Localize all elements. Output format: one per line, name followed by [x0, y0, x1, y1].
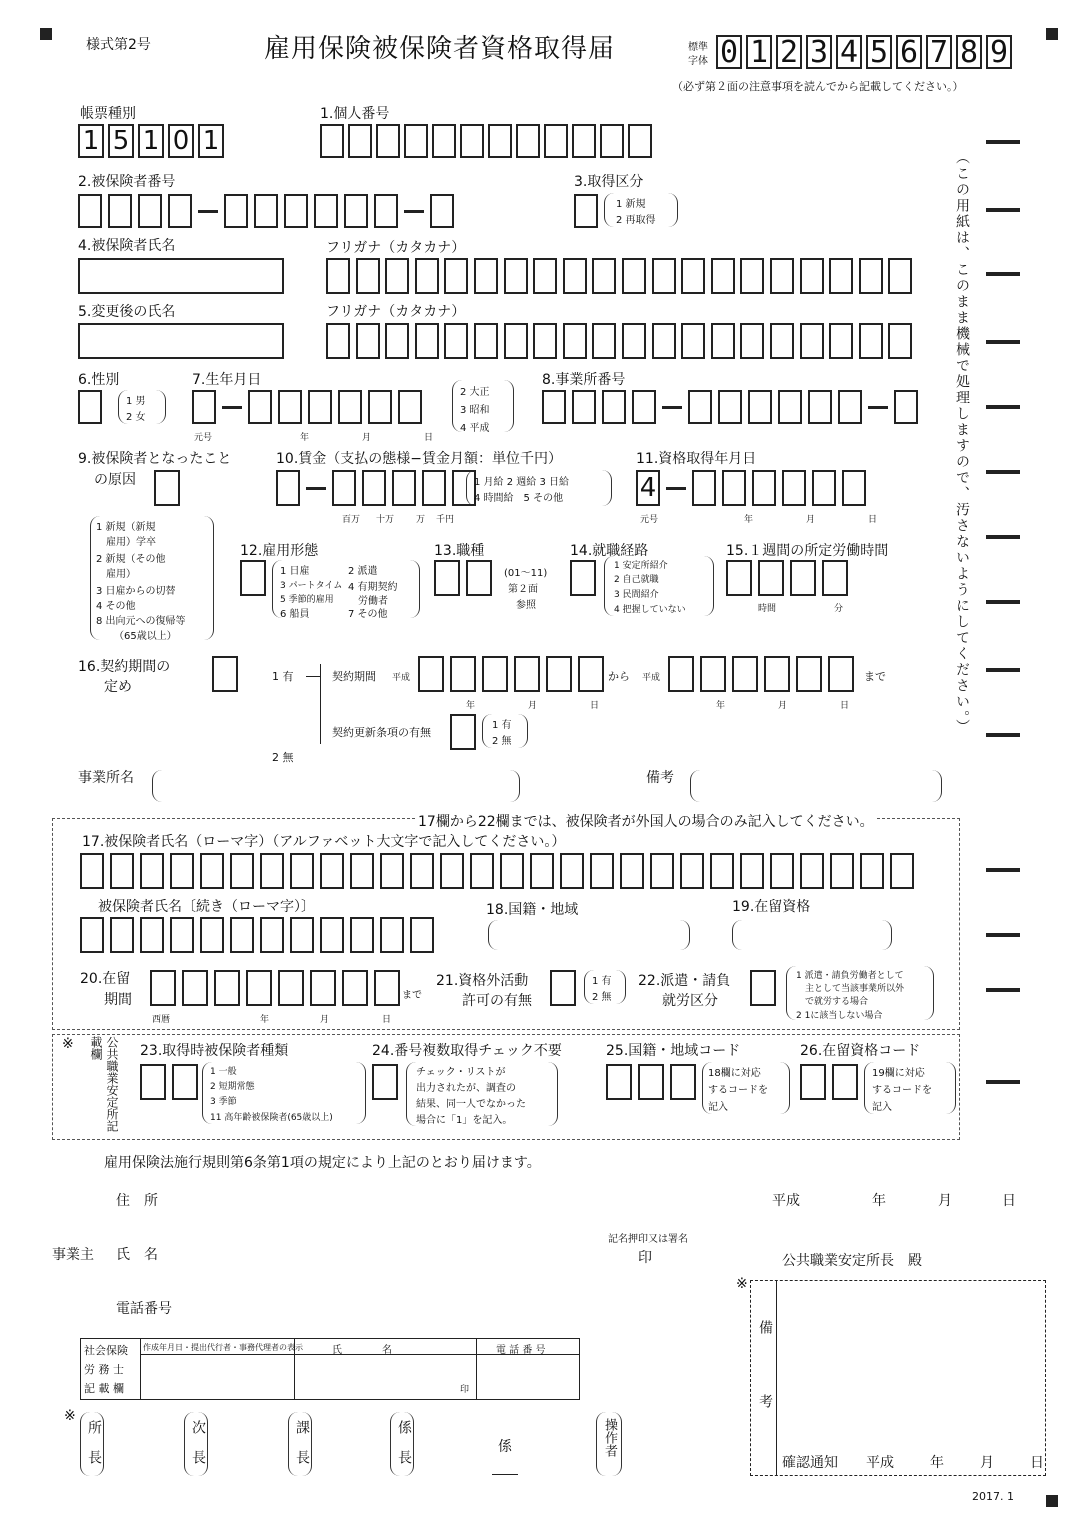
char-box[interactable]	[770, 323, 794, 359]
char-box[interactable]	[800, 258, 824, 294]
phone-label: 電話番号	[116, 1301, 172, 1317]
ledger-type-boxes	[78, 124, 228, 158]
char-box[interactable]	[533, 323, 557, 359]
col-kacho: 課長	[294, 1420, 310, 1480]
f1-label: 1.個人番号	[320, 106, 390, 122]
f10-unit-2: 十万	[376, 515, 395, 525]
f24-label: 24.番号複数取得チェック不要	[372, 1043, 562, 1059]
char-box[interactable]	[440, 853, 464, 889]
char-box[interactable]	[415, 323, 439, 359]
char-box[interactable]	[230, 917, 254, 953]
char-box[interactable]	[290, 853, 314, 889]
confirm-year: 年	[930, 1455, 944, 1471]
f25-label: 25.国籍・地域コード	[606, 1043, 741, 1059]
f16-yes: 1 有	[272, 670, 294, 683]
biko-area[interactable]	[750, 1280, 1046, 1476]
declaration-text: 雇用保険法施行規則第6条第1項の規定により上記のとおり届けます。	[104, 1155, 541, 1171]
nationality-field[interactable]	[488, 920, 690, 950]
side-note: （この用紙は、このまま機械で処理しますので、汚さないようにしてください。）	[954, 150, 970, 735]
char-box[interactable]	[590, 853, 614, 889]
char-box[interactable]	[326, 323, 350, 359]
f15-label: 15.１週間の所定労働時間	[726, 543, 889, 559]
char-box[interactable]	[563, 258, 587, 294]
weekly-hours-boxes[interactable]	[726, 560, 854, 596]
char-box[interactable]	[830, 853, 854, 889]
sharoushi-col-1: 作成年月日・提出代行者・事務代理者の表示	[143, 1343, 303, 1352]
insured-number-boxes[interactable]	[78, 194, 460, 228]
f10-opt1: 1 月給 2 週給 3 日給	[474, 477, 569, 488]
f16-renew-label: 契約更新条項の有無	[332, 726, 431, 739]
f18-label: 18.国籍・地域	[486, 902, 579, 918]
remarks-label: 備考	[646, 770, 674, 786]
f7-month: 月	[362, 433, 372, 443]
job-route-box[interactable]	[570, 560, 596, 596]
std-digit: 1	[746, 35, 772, 69]
char-box[interactable]	[740, 323, 764, 359]
sharoushi-label-3: 記 載 欄	[84, 1382, 124, 1395]
f6-label: 6.性別	[78, 372, 120, 388]
sharoushi-label-1: 社会保険	[84, 1344, 128, 1357]
right-mark: ※	[736, 1276, 748, 1292]
char-box[interactable]	[200, 853, 224, 889]
char-box[interactable]	[859, 323, 883, 359]
f11-day: 日	[868, 515, 878, 525]
corner-mark-br	[1046, 1495, 1058, 1507]
insured-name-box[interactable]	[78, 258, 284, 294]
char-box[interactable]	[620, 853, 644, 889]
char-box[interactable]	[500, 853, 524, 889]
form-number: 様式第2号	[86, 37, 151, 53]
ledger-type-label: 帳票種別	[80, 106, 136, 122]
office-use-label: 公共職業安定所記載欄	[89, 1036, 119, 1132]
char-box[interactable]	[380, 917, 404, 953]
version: 2017. 1	[972, 1490, 1014, 1503]
office-mark: ※	[62, 1036, 74, 1052]
f7-opt1: 2 大正	[460, 387, 490, 398]
char-box[interactable]	[320, 853, 344, 889]
f3-opt2: 2 再取得	[616, 215, 656, 226]
char-box[interactable]	[410, 917, 434, 953]
confirm-month: 月	[980, 1455, 994, 1471]
char-box[interactable]	[652, 323, 676, 359]
contract-start-boxes[interactable]	[418, 656, 610, 692]
std-digit: 5	[866, 35, 892, 69]
f17-label: 17.被保険者氏名（ローマ字）（アルファベット大文字で記入してください。）	[82, 834, 566, 850]
std-digit: 2	[776, 35, 802, 69]
f7-label: 7.生年月日	[192, 372, 262, 388]
employment-type-box[interactable]	[240, 560, 266, 596]
insured-type-boxes[interactable]	[140, 1064, 204, 1100]
f2-label: 2.被保険者番号	[78, 174, 176, 190]
f11-month: 月	[806, 515, 816, 525]
roman-name-cont-boxes[interactable]	[80, 917, 440, 953]
outside-activity-box[interactable]	[550, 970, 576, 1006]
std-digit: 4	[836, 35, 862, 69]
char-box[interactable]	[110, 853, 134, 889]
acquisition-type-box[interactable]	[574, 194, 598, 228]
f16-period-label: 契約期間	[332, 670, 376, 683]
char-box[interactable]	[170, 917, 194, 953]
f16-renew-yes: 1 有	[492, 720, 512, 731]
f10-label: 10.賃金（支払の態様−賃金月額：単位千円）	[276, 451, 562, 467]
char-box[interactable]	[140, 853, 164, 889]
char-box[interactable]	[829, 323, 853, 359]
col-sousasha: 操作者	[602, 1418, 617, 1457]
f16-y2: 年	[716, 701, 726, 711]
biko-label: 備考	[757, 1320, 773, 1468]
contract-period-box[interactable]	[212, 656, 238, 692]
char-box[interactable]	[770, 853, 794, 889]
char-box[interactable]	[530, 853, 554, 889]
f16-renew-no: 2 無	[492, 736, 512, 747]
char-box[interactable]	[800, 323, 824, 359]
f20-era: 西暦	[152, 1015, 171, 1025]
char-box[interactable]	[170, 853, 194, 889]
char-box[interactable]	[650, 853, 674, 889]
era-digit: 4	[636, 470, 660, 506]
char-box[interactable]	[681, 323, 705, 359]
f13-label: 13.職種	[434, 543, 485, 559]
f6-opt1: 1 男	[126, 396, 146, 407]
f21-no: 2 無	[592, 992, 612, 1003]
address-label: 住 所	[116, 1193, 158, 1209]
char-box[interactable]	[592, 258, 616, 294]
sharoushi-col-2: 氏 名	[332, 1345, 392, 1356]
ledger-digit: 1	[198, 124, 224, 158]
std-digit: 8	[956, 35, 982, 69]
f16-d2: 日	[840, 701, 850, 711]
char-box[interactable]	[890, 853, 914, 889]
f13-note3: 参照	[516, 600, 536, 611]
sharoushi-seal: 印	[460, 1385, 470, 1395]
char-box[interactable]	[385, 323, 409, 359]
col-kakaricho: 係長	[396, 1420, 412, 1480]
char-box[interactable]	[200, 917, 224, 953]
char-box[interactable]	[474, 258, 498, 294]
remarks-field[interactable]	[690, 770, 942, 802]
std-digit: 9	[986, 35, 1012, 69]
f5-label: 5.変更後の氏名	[78, 304, 176, 320]
furigana-boxes-2[interactable]	[326, 323, 918, 359]
f16-made: まで	[864, 670, 886, 683]
residence-code-boxes[interactable]	[800, 1064, 864, 1100]
f16-heisei-2: 平成	[642, 673, 661, 683]
f15-hours: 時間	[758, 604, 777, 614]
nationality-code-boxes[interactable]	[606, 1064, 702, 1100]
form-title: 雇用保険被保険者資格取得届	[264, 34, 616, 64]
char-box[interactable]	[260, 853, 284, 889]
my-number-boxes[interactable]	[320, 124, 656, 158]
char-box[interactable]	[681, 258, 705, 294]
employer-label: 事業主	[52, 1247, 94, 1263]
std-digit: 6	[896, 35, 922, 69]
f10-unit-1: 百万	[342, 515, 361, 525]
char-box[interactable]	[356, 323, 380, 359]
std-digit: 3	[806, 35, 832, 69]
f3-opt1: 1 新規	[616, 199, 646, 210]
char-box[interactable]	[711, 258, 735, 294]
multiple-number-box[interactable]	[372, 1064, 398, 1100]
std-digit: 0	[716, 35, 742, 69]
f16-label-b: 定め	[104, 679, 132, 695]
f12-label: 12.雇用形態	[240, 543, 319, 559]
f16-heisei-1: 平成	[392, 673, 411, 683]
f9-label-a: 9.被保険者となったこと	[78, 451, 232, 467]
f16-m1: 月	[528, 701, 538, 711]
foreign-note: 17欄から22欄までは、被保険者が外国人の場合のみ記入してください。	[416, 811, 876, 831]
f16-y1: 年	[466, 701, 476, 711]
f8-label: 8.事業所番号	[542, 372, 626, 388]
f7-day: 日	[424, 433, 434, 443]
furigana-label-2: フリガナ（カタカナ）	[326, 304, 466, 320]
char-box[interactable]	[410, 853, 434, 889]
f13-note1: (01〜11)	[504, 568, 548, 579]
f20-label-a: 20.在留	[80, 971, 131, 987]
f20-day: 日	[382, 1015, 392, 1025]
f13-note2: 第２面	[508, 584, 538, 595]
f16-d1: 日	[590, 701, 600, 711]
char-box[interactable]	[533, 258, 557, 294]
char-box[interactable]	[859, 258, 883, 294]
wage-boxes[interactable]	[276, 470, 482, 506]
char-box[interactable]	[444, 258, 468, 294]
std-digit: 7	[926, 35, 952, 69]
f20-made: まで	[402, 990, 422, 1001]
birthdate-boxes[interactable]	[192, 390, 428, 424]
f23-label: 23.取得時被保険者種類	[140, 1043, 289, 1059]
char-box[interactable]	[829, 258, 853, 294]
char-box[interactable]	[680, 853, 704, 889]
confirm-day: 日	[1030, 1455, 1044, 1471]
f16-label-a: 16.契約期間の	[78, 659, 171, 675]
char-box[interactable]	[770, 258, 794, 294]
char-box[interactable]	[356, 258, 380, 294]
f20-year: 年	[260, 1015, 270, 1025]
office-name-field[interactable]	[152, 770, 520, 802]
renewal-box[interactable]	[450, 714, 476, 750]
char-box[interactable]	[622, 323, 646, 359]
furigana-boxes-1[interactable]	[326, 258, 918, 294]
f4-label: 4.被保険者氏名	[78, 238, 176, 254]
f17b-label: 被保険者氏名〔続き（ローマ字）〕	[98, 899, 315, 915]
employer-name-label: 氏 名	[116, 1247, 158, 1263]
f15-minutes: 分	[834, 604, 844, 614]
char-box[interactable]	[800, 853, 824, 889]
date-day: 日	[1002, 1193, 1016, 1209]
char-box[interactable]	[350, 917, 374, 953]
f16-kara: から	[608, 670, 630, 683]
confirm-label: 確認通知	[782, 1455, 838, 1471]
char-box[interactable]	[110, 917, 134, 953]
f3-label: 3.取得区分	[574, 174, 644, 190]
ledger-digit: 5	[108, 124, 134, 158]
char-box[interactable]	[380, 853, 404, 889]
char-box[interactable]	[80, 853, 104, 889]
roman-name-boxes[interactable]	[80, 853, 920, 889]
f7-opt3: 4 平成	[460, 423, 490, 434]
f7-year: 年	[300, 433, 310, 443]
f19-label: 19.在留資格	[732, 899, 811, 915]
date-era: 平成	[772, 1193, 800, 1209]
char-box[interactable]	[652, 258, 676, 294]
header-note: （必ず第２面の注意事項を読んでから記載してください。）	[672, 80, 964, 93]
col-kakari: 係	[498, 1439, 512, 1455]
char-box[interactable]	[80, 917, 104, 953]
char-box[interactable]	[140, 917, 164, 953]
char-box[interactable]	[350, 853, 374, 889]
char-box[interactable]	[710, 853, 734, 889]
bottom-mark: ※	[64, 1408, 76, 1424]
char-box[interactable]	[740, 258, 764, 294]
char-box[interactable]	[622, 258, 646, 294]
char-box[interactable]	[230, 853, 254, 889]
addressee: 公共職業安定所長 殿	[782, 1253, 922, 1269]
char-box[interactable]	[560, 853, 584, 889]
char-box[interactable]	[326, 258, 350, 294]
f6-opt2: 2 女	[126, 412, 146, 423]
contract-end-boxes[interactable]	[668, 656, 860, 692]
f21-label-b: 許可の有無	[462, 993, 532, 1009]
char-box[interactable]	[385, 258, 409, 294]
sharoushi-col-3: 電 話 番 号	[496, 1345, 546, 1356]
residence-period-boxes[interactable]	[150, 970, 406, 1006]
gender-box[interactable]	[78, 390, 102, 424]
f16-no: 2 無	[272, 751, 294, 764]
furigana-label-1: フリガナ（カタカナ）	[326, 240, 466, 256]
ledger-digit: 1	[138, 124, 164, 158]
f9-label-b: の原因	[94, 472, 136, 488]
ledger-digit: 1	[78, 124, 104, 158]
corner-mark-tr	[1046, 28, 1058, 40]
residence-status-field[interactable]	[732, 920, 892, 950]
f14-label: 14.就職経路	[570, 543, 649, 559]
f11-label: 11.資格取得年月日	[636, 451, 757, 467]
std-label-1: 標準	[688, 42, 708, 53]
char-box[interactable]	[320, 917, 344, 953]
f22-label-a: 22.派遣・請負	[638, 973, 731, 989]
f7-opt2: 3 昭和	[460, 405, 490, 416]
ledger-digit: 0	[168, 124, 194, 158]
f21-label-a: 21.資格外活動	[436, 973, 529, 989]
f10-unit-4: 千円	[436, 515, 455, 525]
date-month: 月	[938, 1193, 952, 1209]
col-jicho: 次長	[190, 1420, 206, 1480]
changed-name-box[interactable]	[78, 323, 284, 359]
char-box[interactable]	[740, 853, 764, 889]
sharoushi-label-2: 労 務 士	[84, 1363, 124, 1376]
f11-year: 年	[744, 515, 754, 525]
confirm-era: 平成	[866, 1455, 894, 1471]
occupation-boxes[interactable]	[434, 560, 498, 596]
char-box[interactable]	[888, 258, 912, 294]
std-label-2: 字体	[688, 56, 708, 67]
char-box[interactable]	[474, 323, 498, 359]
f26-label: 26.在留資格コード	[800, 1043, 921, 1059]
f22-label-b: 就労区分	[662, 993, 718, 1009]
char-box[interactable]	[444, 323, 468, 359]
f21-yes: 1 有	[592, 976, 612, 987]
char-box[interactable]	[592, 323, 616, 359]
char-box[interactable]	[415, 258, 439, 294]
char-box[interactable]	[504, 258, 528, 294]
date-year: 年	[872, 1193, 886, 1209]
f10-opt2: 4 時間給 5 その他	[474, 493, 564, 504]
f20-month: 月	[320, 1015, 330, 1025]
char-box[interactable]	[860, 853, 884, 889]
char-box[interactable]	[470, 853, 494, 889]
char-box[interactable]	[504, 323, 528, 359]
corner-mark-tl	[40, 28, 52, 40]
f16-m2: 月	[778, 701, 788, 711]
cause-box[interactable]	[154, 470, 180, 506]
acquisition-date-boxes[interactable]	[636, 470, 872, 506]
office-number-boxes[interactable]	[542, 390, 924, 424]
f11-era: 元号	[640, 515, 659, 525]
char-box[interactable]	[290, 917, 314, 953]
f10-unit-3: 万	[416, 515, 426, 525]
standard-digits	[716, 35, 1016, 69]
char-box[interactable]	[563, 323, 587, 359]
char-box[interactable]	[260, 917, 284, 953]
seal-mark: 印	[638, 1250, 652, 1266]
col-shocho: 所長	[86, 1420, 102, 1480]
f7-era: 元号	[194, 433, 213, 443]
sign-note: 記名押印又は署名	[608, 1234, 688, 1245]
dispatch-box[interactable]	[750, 970, 776, 1006]
char-box[interactable]	[888, 323, 912, 359]
f20-label-b: 期間	[104, 992, 132, 1008]
office-name-label: 事業所名	[78, 770, 134, 786]
char-box[interactable]	[711, 323, 735, 359]
